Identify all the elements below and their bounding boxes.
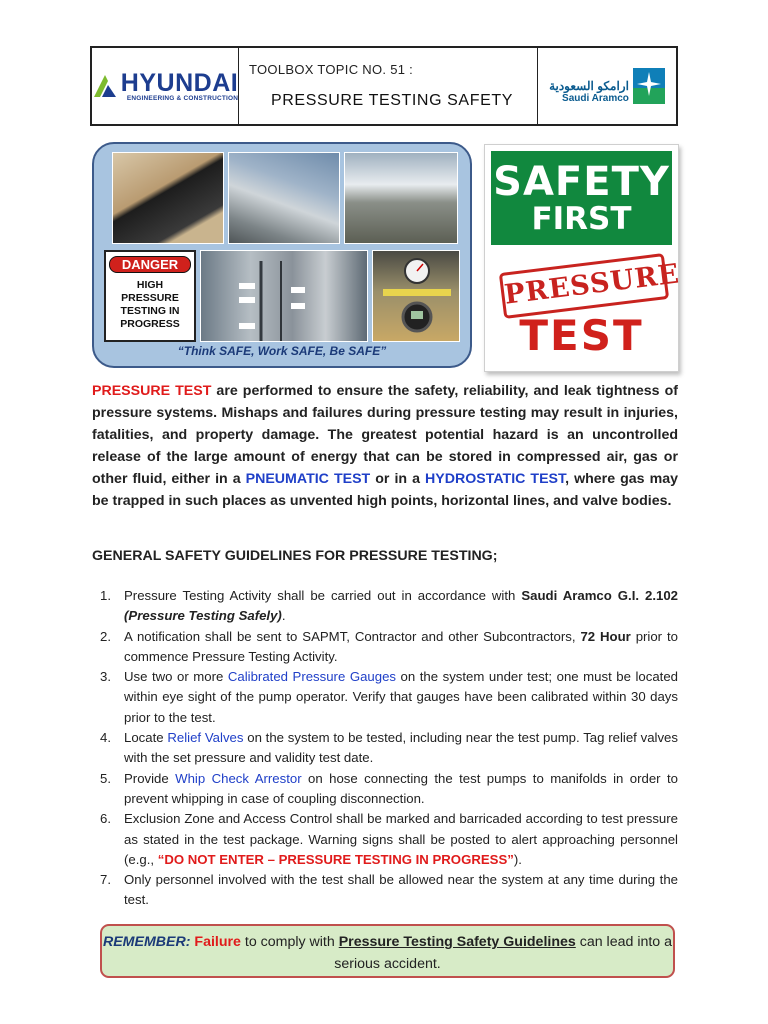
topic-number: TOOLBOX TOPIC NO. 51 : — [249, 62, 414, 77]
safety-first-sign — [484, 144, 682, 372]
guideline-item — [100, 627, 678, 668]
item-highlight: Calibrated Pressure Gauges — [227, 669, 397, 685]
danger-sign-text: HIGH PRESSURE TESTING IN PROGRESS — [120, 279, 180, 330]
guideline-item — [100, 586, 678, 627]
remember-keyword: REMEMBER: — [102, 934, 191, 950]
item-warning-text: “DO NOT ENTER – PRESSURE TESTING IN PROGRESS” — [157, 851, 514, 867]
pressure-test-term: PRESSURE TEST — [92, 383, 212, 399]
guideline-item — [100, 809, 678, 870]
item-highlight: Whip Check Arrestor — [175, 770, 302, 786]
item-highlight: Relief Valves — [167, 730, 244, 746]
item-highlight: 72 Hour — [580, 628, 631, 644]
remember-failure: Failure — [194, 934, 241, 950]
item-text: A notification shall be sent to SAPMT, Contractor and other Subcontractors, — [124, 628, 581, 644]
item-number: 7. — [100, 872, 111, 888]
aramco-star-icon — [633, 68, 665, 104]
item-text: Use two or more — [124, 669, 228, 685]
intro-paragraph — [92, 380, 678, 512]
item-number: 2. — [100, 628, 111, 644]
item-text: . — [281, 608, 286, 624]
hyundai-triangle-icon — [92, 73, 118, 99]
intro-text-1: are performed to ensure the safety, reliability, and leak tightness of pressure systems. Mishaps and failures during pressure testing may result in injuries, fatalities, and property damage. The greatest potential hazard is an uncontrolled release of the large amount of energy that can be stored in compressed air, gas or other fluid, either in a — [92, 383, 678, 487]
guideline-item — [100, 870, 678, 911]
water-spray-photo — [344, 152, 458, 244]
item-text: on hose connecting the test pumps to manifolds in order to prevent whipping in case of coupling disconnection. — [124, 770, 678, 806]
item-number: 3. — [100, 669, 111, 685]
item-text: on the system to be tested, including near the test pump. Tag relief valves with the set pressure and validity test date. — [124, 730, 678, 766]
remember-text-1: to comply with — [240, 934, 339, 950]
item-text: ). — [513, 851, 522, 867]
danger-sign-photo — [104, 250, 196, 342]
guideline-item — [100, 667, 678, 728]
pressure-gauge-photo — [372, 250, 460, 342]
remember-box — [100, 924, 675, 978]
hyundai-logo-cell — [92, 48, 239, 124]
aramco-arabic-name: ارامكو السعودية — [549, 79, 629, 93]
gauge-icon — [373, 251, 461, 343]
item-text: Locate — [124, 730, 168, 746]
sign-first-text: FIRST — [531, 201, 632, 237]
intro-text-2: or in a — [370, 471, 426, 487]
manifold-labels-icon — [201, 251, 369, 343]
hyundai-logo-word: HYUNDAI — [120, 68, 239, 97]
guideline-item — [100, 769, 678, 810]
intro-text-3: , where gas may be trapped in such places as unvented high points, horizontal lines, and valve bodies. — [92, 471, 678, 509]
guidelines-list — [100, 586, 678, 911]
section-title: GENERAL SAFETY GUIDELINES FOR PRESSURE TESTING; — [92, 548, 498, 564]
remember-guidelines-link: Pressure Testing Safety Guidelines — [338, 934, 576, 950]
sign-green-panel — [491, 151, 672, 245]
item-text: Exclusion Zone and Access Control shall be marked and barricaded according to test pressure as stated in the test package. Warning signs shall be posted to alert approaching personnel (e.g., — [124, 811, 678, 867]
hyundai-logo — [92, 68, 239, 102]
item-reference: Saudi Aramco G.I. 2.102 — [521, 588, 678, 603]
sign-test-text: TEST — [519, 311, 644, 360]
test-manifold-photo — [200, 250, 368, 342]
item-text: Only personnel involved with the test shall be allowed near the system at any time during the test. — [124, 872, 678, 908]
item-number: 1. — [100, 588, 111, 603]
item-text: prior to commence Pressure Testing Activity. — [124, 628, 678, 664]
topic-cell — [239, 48, 538, 124]
hydrostatic-test-term: HYDROSTATIC TEST — [425, 471, 566, 487]
document-header — [90, 46, 678, 126]
aramco-logo — [549, 68, 665, 104]
item-number: 4. — [100, 730, 111, 746]
aramco-logo-cell — [538, 48, 676, 124]
item-number: 5. — [100, 770, 111, 786]
topic-title: PRESSURE TESTING SAFETY — [271, 92, 513, 109]
hyundai-logo-subtitle: ENGINEERING & CONSTRUCTION — [126, 94, 239, 102]
item-text: Pressure Testing Activity shall be carried out in accordance with — [124, 588, 522, 603]
remember-text-2: can lead into a serious accident. — [334, 934, 673, 972]
pneumatic-test-term: PNEUMATIC TEST — [245, 471, 371, 487]
item-number: 6. — [100, 811, 111, 827]
item-text: Provide — [124, 770, 176, 786]
pipe-leak-photo — [112, 152, 224, 244]
item-reference-title: (Pressure Testing Safely) — [124, 608, 282, 624]
aramco-latin-name: Saudi Aramco — [562, 93, 629, 104]
guideline-item — [100, 728, 678, 769]
danger-label: DANGER — [109, 256, 191, 273]
photo-collage — [92, 142, 472, 368]
burst-pipe-photo — [228, 152, 340, 244]
collage-caption: “Think SAFE, Work SAFE, Be SAFE” — [177, 344, 387, 358]
item-text: on the system under test; one must be located within eye sight of the pump operator. Verify that gauges have been calibrated within 30 days prior to the test. — [124, 669, 678, 725]
pressure-stamp: PRESSURE — [499, 253, 669, 319]
sign-safety-text: SAFETY — [493, 159, 670, 205]
